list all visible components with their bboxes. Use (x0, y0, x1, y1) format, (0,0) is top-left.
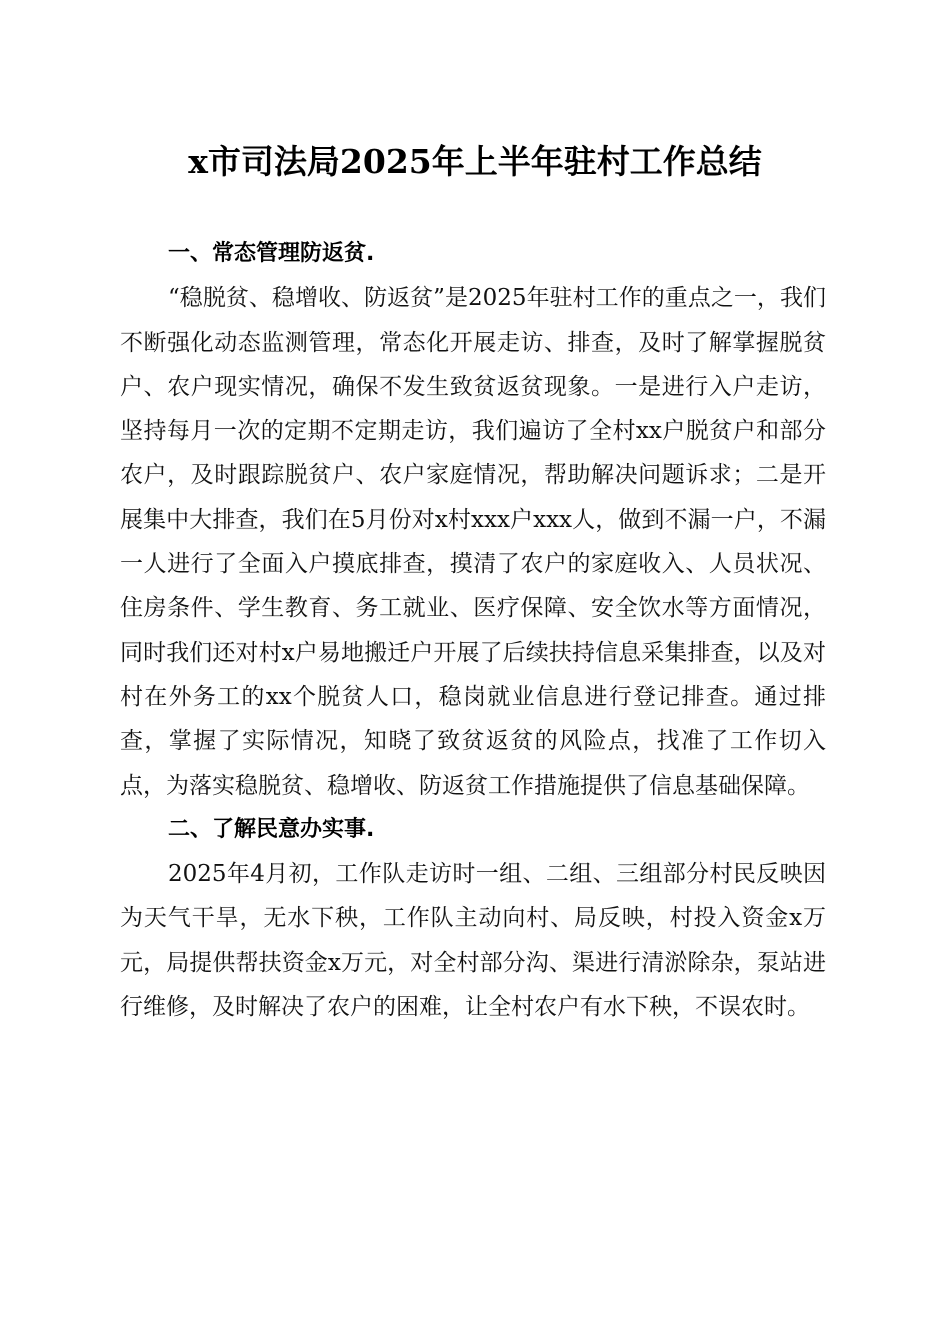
document-body (120, 232, 826, 1029)
document-title: x市司法局2025年上半年驻村工作总结 (188, 142, 762, 181)
section-heading: 一、常态管理防返贫. (168, 241, 375, 266)
section-paragraph: 2025年4月初，工作队走访时一组、二组、三组部分村民反映因为天气干旱，无水下秧，工作队主动向村、局反映，村投入资金x万元，局提供帮扶资金x万元，对全村部分沟、渠进行清淤除杂，泵站进行维修，及时解决了农户的困难，让全村农户有水下秧，不误农时。 (120, 861, 826, 1021)
section-routine-management (120, 232, 826, 808)
section-heading: 二、了解民意办实事. (168, 816, 375, 842)
section-public-opinion (120, 808, 826, 1029)
section-paragraph: “稳脱贫、稳增收、防返贫”是2025年驻村工作的重点之一，我们不断强化动态监测管理，常态化开展走访、排查，及时了解掌握脱贫户、农户现实情况，确保不发生致贫返贫现象。一是进行入户走访，坚持每月一次的定期不定期走访，我们遍访了全村xx户脱贫户和部分农户，及时跟踪脱贫户、农户家庭情况，帮助解决问题诉求；二是开展集中大排查，我们在5月份对x村xxx户xxx人，做到不漏一户，不漏一人进行了全面入户摸底排查，摸清了农户的家庭收入、人员状况、住房条件、学生教育、务工就业、医疗保障、安全饮水等方面情况，同时我们还对村x户易地搬迁户开展了后续扶持信息采集排查，以及对村在外务工的xx个脱贫人口，稳岗就业信息进行登记排查。通过排查，掌握了实际情况，知晓了致贫返贫的风险点，找准了工作切入点，为落实稳脱贫、稳增收、防返贫工作措施提供了信息基础保障。 (120, 285, 826, 799)
